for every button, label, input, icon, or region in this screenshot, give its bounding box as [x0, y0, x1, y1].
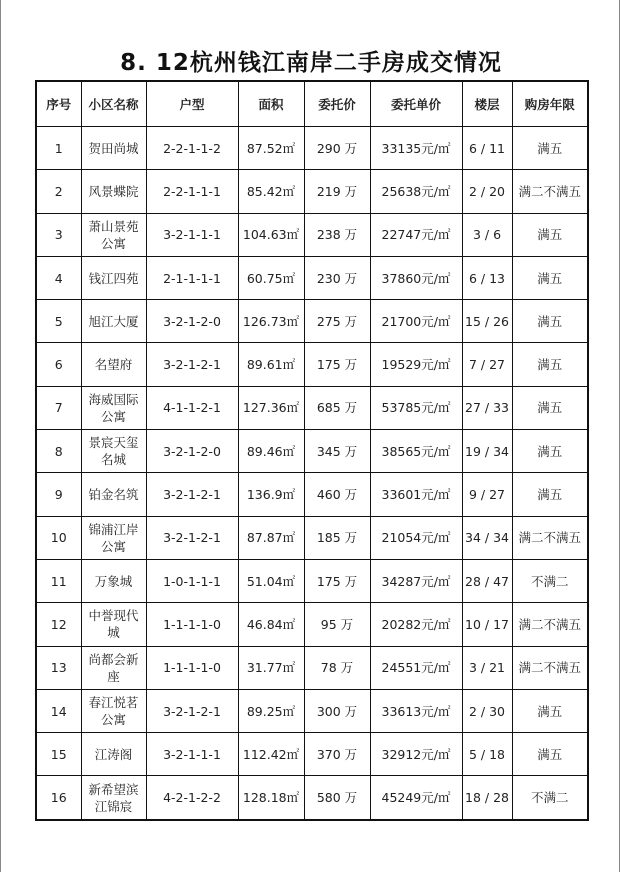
cell-ownership-years: 满五 — [512, 733, 588, 776]
cell-unit-price: 32912元/㎡ — [370, 733, 462, 776]
cell-unit-price: 19529元/㎡ — [370, 343, 462, 386]
cell-unit-price: 24551元/㎡ — [370, 646, 462, 689]
cell-unit-price: 21054元/㎡ — [370, 516, 462, 559]
cell-layout: 3-2-1-1-1 — [146, 733, 238, 776]
cell-layout: 3-2-1-2-0 — [146, 300, 238, 343]
cell-unit-price: 20282元/㎡ — [370, 603, 462, 646]
transactions-table — [35, 80, 589, 821]
cell-floor: 27 / 33 — [462, 386, 512, 429]
cell-community-name: 贺田尚城 — [81, 127, 146, 170]
cell-asking-price: 175 万 — [304, 343, 370, 386]
cell-community-name: 中誉现代城 — [81, 603, 146, 646]
cell-ownership-years: 满二不满五 — [512, 516, 588, 559]
cell-layout: 1-1-1-1-0 — [146, 646, 238, 689]
cell-floor: 28 / 47 — [462, 559, 512, 602]
cell-community-name: 旭江大厦 — [81, 300, 146, 343]
cell-asking-price: 580 万 — [304, 776, 370, 820]
cell-asking-price: 219 万 — [304, 170, 370, 213]
cell-layout: 3-2-1-2-1 — [146, 689, 238, 732]
cell-asking-price: 185 万 — [304, 516, 370, 559]
cell-area: 128.18㎡ — [238, 776, 304, 820]
cell-index: 8 — [36, 430, 81, 473]
cell-asking-price: 300 万 — [304, 689, 370, 732]
cell-ownership-years: 满五 — [512, 689, 588, 732]
table-row — [36, 559, 588, 602]
cell-community-name: 尚都会新座 — [81, 646, 146, 689]
cell-area: 60.75㎡ — [238, 256, 304, 299]
cell-ownership-years: 满二不满五 — [512, 170, 588, 213]
cell-community-name: 海威国际公寓 — [81, 386, 146, 429]
cell-community-name: 景宸天玺名城 — [81, 430, 146, 473]
cell-unit-price: 34287元/㎡ — [370, 559, 462, 602]
cell-index: 16 — [36, 776, 81, 820]
cell-area: 89.61㎡ — [238, 343, 304, 386]
cell-asking-price: 175 万 — [304, 559, 370, 602]
cell-index: 5 — [36, 300, 81, 343]
cell-asking-price: 230 万 — [304, 256, 370, 299]
cell-asking-price: 290 万 — [304, 127, 370, 170]
cell-community-name: 锦浦江岸公寓 — [81, 516, 146, 559]
cell-floor: 2 / 20 — [462, 170, 512, 213]
cell-area: 112.42㎡ — [238, 733, 304, 776]
cell-layout: 4-1-1-2-1 — [146, 386, 238, 429]
header-asking-price: 委托价 — [304, 81, 370, 127]
cell-layout: 3-2-1-2-1 — [146, 516, 238, 559]
table-row — [36, 733, 588, 776]
cell-layout: 3-2-1-1-1 — [146, 213, 238, 256]
cell-ownership-years: 满五 — [512, 343, 588, 386]
cell-area: 46.84㎡ — [238, 603, 304, 646]
cell-area: 89.25㎡ — [238, 689, 304, 732]
cell-index: 10 — [36, 516, 81, 559]
table-row — [36, 689, 588, 732]
cell-asking-price: 238 万 — [304, 213, 370, 256]
cell-ownership-years: 满五 — [512, 213, 588, 256]
cell-layout: 1-1-1-1-0 — [146, 603, 238, 646]
cell-community-name: 钱江四苑 — [81, 256, 146, 299]
cell-area: 136.9㎡ — [238, 473, 304, 516]
cell-layout: 2-2-1-1-1 — [146, 170, 238, 213]
cell-area: 87.87㎡ — [238, 516, 304, 559]
cell-community-name: 春江悦茗公寓 — [81, 689, 146, 732]
cell-area: 104.63㎡ — [238, 213, 304, 256]
table-row — [36, 776, 588, 820]
table-row — [36, 646, 588, 689]
cell-ownership-years: 满五 — [512, 430, 588, 473]
header-unit-price: 委托单价 — [370, 81, 462, 127]
cell-floor: 19 / 34 — [462, 430, 512, 473]
cell-unit-price: 25638元/㎡ — [370, 170, 462, 213]
cell-index: 6 — [36, 343, 81, 386]
table-row — [36, 127, 588, 170]
cell-unit-price: 53785元/㎡ — [370, 386, 462, 429]
cell-index: 2 — [36, 170, 81, 213]
cell-ownership-years: 满五 — [512, 256, 588, 299]
cell-ownership-years: 满五 — [512, 300, 588, 343]
cell-floor: 5 / 18 — [462, 733, 512, 776]
cell-ownership-years: 满二不满五 — [512, 646, 588, 689]
table-row — [36, 256, 588, 299]
cell-area: 89.46㎡ — [238, 430, 304, 473]
cell-unit-price: 22747元/㎡ — [370, 213, 462, 256]
cell-asking-price: 78 万 — [304, 646, 370, 689]
cell-ownership-years: 满五 — [512, 127, 588, 170]
header-layout: 户型 — [146, 81, 238, 127]
cell-index: 1 — [36, 127, 81, 170]
cell-floor: 18 / 28 — [462, 776, 512, 820]
cell-index: 12 — [36, 603, 81, 646]
cell-unit-price: 38565元/㎡ — [370, 430, 462, 473]
table-row — [36, 170, 588, 213]
cell-layout: 3-2-1-2-1 — [146, 343, 238, 386]
cell-layout: 1-0-1-1-1 — [146, 559, 238, 602]
cell-asking-price: 460 万 — [304, 473, 370, 516]
cell-index: 15 — [36, 733, 81, 776]
table-row — [36, 473, 588, 516]
cell-ownership-years: 满五 — [512, 473, 588, 516]
cell-asking-price: 370 万 — [304, 733, 370, 776]
cell-floor: 2 / 30 — [462, 689, 512, 732]
cell-layout: 2-2-1-1-2 — [146, 127, 238, 170]
cell-unit-price: 33613元/㎡ — [370, 689, 462, 732]
cell-index: 4 — [36, 256, 81, 299]
cell-index: 9 — [36, 473, 81, 516]
cell-index: 13 — [36, 646, 81, 689]
header-community-name: 小区名称 — [81, 81, 146, 127]
cell-floor: 15 / 26 — [462, 300, 512, 343]
page-title: 8. 12杭州钱江南岸二手房成交情况 — [120, 50, 502, 76]
table-row — [36, 603, 588, 646]
table-row — [36, 300, 588, 343]
table-row — [36, 343, 588, 386]
cell-layout: 4-2-1-2-2 — [146, 776, 238, 820]
cell-unit-price: 37860元/㎡ — [370, 256, 462, 299]
cell-floor: 6 / 11 — [462, 127, 512, 170]
cell-area: 87.52㎡ — [238, 127, 304, 170]
cell-ownership-years: 满五 — [512, 386, 588, 429]
table-header-row — [36, 81, 588, 127]
cell-unit-price: 33601元/㎡ — [370, 473, 462, 516]
cell-area: 126.73㎡ — [238, 300, 304, 343]
cell-asking-price: 345 万 — [304, 430, 370, 473]
cell-area: 127.36㎡ — [238, 386, 304, 429]
header-index: 序号 — [36, 81, 81, 127]
cell-community-name: 江涛阁 — [81, 733, 146, 776]
cell-floor: 10 / 17 — [462, 603, 512, 646]
table-row — [36, 386, 588, 429]
cell-index: 3 — [36, 213, 81, 256]
table-row — [36, 516, 588, 559]
cell-layout: 3-2-1-2-1 — [146, 473, 238, 516]
cell-community-name: 名望府 — [81, 343, 146, 386]
cell-area: 51.04㎡ — [238, 559, 304, 602]
cell-ownership-years: 不满二 — [512, 776, 588, 820]
cell-community-name: 萧山景苑公寓 — [81, 213, 146, 256]
cell-area: 31.77㎡ — [238, 646, 304, 689]
cell-community-name: 铂金名筑 — [81, 473, 146, 516]
cell-asking-price: 685 万 — [304, 386, 370, 429]
cell-unit-price: 45249元/㎡ — [370, 776, 462, 820]
cell-index: 14 — [36, 689, 81, 732]
table-row — [36, 213, 588, 256]
cell-ownership-years: 满二不满五 — [512, 603, 588, 646]
header-floor: 楼层 — [462, 81, 512, 127]
cell-layout: 2-1-1-1-1 — [146, 256, 238, 299]
cell-index: 11 — [36, 559, 81, 602]
cell-floor: 7 / 27 — [462, 343, 512, 386]
cell-floor: 9 / 27 — [462, 473, 512, 516]
header-ownership-years: 购房年限 — [512, 81, 588, 127]
cell-index: 7 — [36, 386, 81, 429]
table-row — [36, 430, 588, 473]
cell-community-name: 风景蝶院 — [81, 170, 146, 213]
header-area: 面积 — [238, 81, 304, 127]
cell-ownership-years: 不满二 — [512, 559, 588, 602]
cell-unit-price: 33135元/㎡ — [370, 127, 462, 170]
cell-area: 85.42㎡ — [238, 170, 304, 213]
cell-community-name: 新希望滨江锦宸 — [81, 776, 146, 820]
cell-community-name: 万象城 — [81, 559, 146, 602]
cell-floor: 34 / 34 — [462, 516, 512, 559]
cell-layout: 3-2-1-2-0 — [146, 430, 238, 473]
cell-floor: 3 / 6 — [462, 213, 512, 256]
cell-floor: 6 / 13 — [462, 256, 512, 299]
cell-asking-price: 95 万 — [304, 603, 370, 646]
cell-asking-price: 275 万 — [304, 300, 370, 343]
cell-floor: 3 / 21 — [462, 646, 512, 689]
cell-unit-price: 21700元/㎡ — [370, 300, 462, 343]
